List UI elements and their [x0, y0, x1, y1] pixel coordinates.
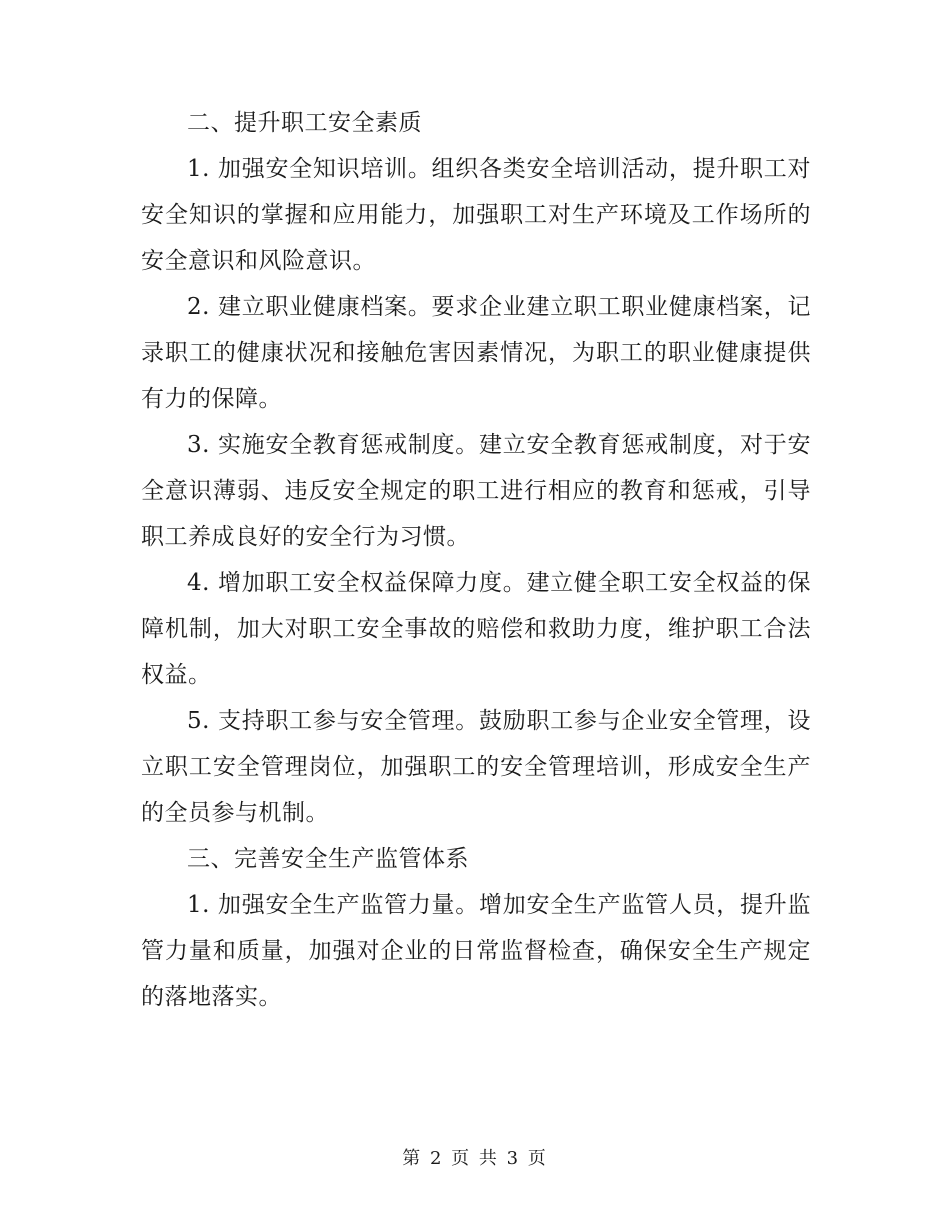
section-2-item-3: 3. 实施安全教育惩戒制度。建立安全教育惩戒制度，对于安全意识薄弱、违反安全规定的职工进行相应的教育和惩戒，引导职工养成良好的安全行为习惯。: [141, 432, 811, 550]
section-heading-3: 三、完善安全生产监管体系: [187, 846, 469, 872]
page-number-footer: 第 2 页 共 3 页: [402, 1148, 548, 1169]
section-3-item-1: 1. 加强安全生产监管力量。增加安全生产监管人员，提升监管力量和质量，加强对企业的日常监督检查，确保安全生产规定的落地落实。: [141, 892, 811, 1010]
section-2-item-2: 2. 建立职业健康档案。要求企业建立职工职业健康档案，记录职工的健康状况和接触危害因素情况，为职工的职业健康提供有力的保障。: [141, 294, 811, 412]
document-body: [141, 100, 811, 1020]
section-2-item-5: 5. 支持职工参与安全管理。鼓励职工参与企业安全管理，设立职工安全管理岗位，加强职工的安全管理培训，形成安全生产的全员参与机制。: [141, 708, 811, 826]
section-2-item-4: 4. 增加职工安全权益保障力度。建立健全职工安全权益的保障机制，加大对职工安全事故的赔偿和救助力度，维护职工合法权益。: [141, 570, 811, 688]
section-2-item-1: 1. 加强安全知识培训。组织各类安全培训活动，提升职工对安全知识的掌握和应用能力，加强职工对生产环境及工作场所的安全意识和风险意识。: [141, 156, 811, 274]
section-heading-2: 二、提升职工安全素质: [187, 110, 422, 136]
